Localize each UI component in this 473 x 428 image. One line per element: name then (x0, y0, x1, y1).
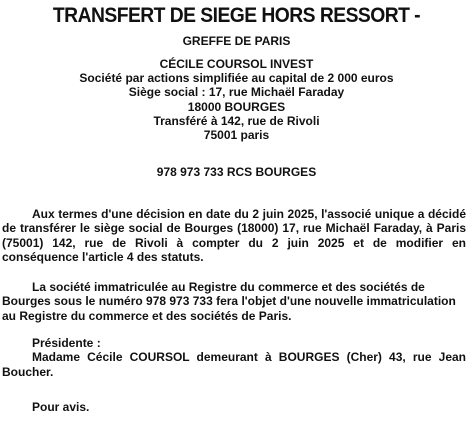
company-name: CÉCILE COURSOL INVEST (159, 57, 314, 71)
registration-paragraph: La société immatriculée au Registre du commerce et des sociétés de Bourges sous le numéro 978 973 733 fera l'objet d'une nouvelle immatriculation au Registre du commerce et des sociétés de Paris. (2, 280, 456, 323)
notice-subtitle: GREFFE DE PARIS (182, 34, 291, 48)
notice-title: TRANSFERT DE SIEGE HORS RESSORT - (52, 4, 421, 27)
company-transfer-address: Transféré à 142, rue de Rivoli (153, 113, 320, 128)
company-info-block (0, 57, 473, 142)
president-label: Présidente : (32, 336, 101, 350)
decision-paragraph: Aux termes d'une décision en date du 2 juin 2025, l'associé unique a décidé de transférer le siège social de Bourges (18000) 17, rue Michaël Faraday, à Paris (75001) 142, rue de Rivoli à compter du 2 juin 2025 et de modifier en conséquence l'article 4 des statuts. (2, 207, 466, 265)
closing-text: Pour avis. (32, 400, 90, 414)
company-seat-city: 18000 BOURGES (187, 99, 286, 114)
president-section (2, 336, 466, 379)
company-seat-address: Siège social : 17, rue Michaël Faraday (128, 85, 345, 100)
company-form: Société par actions simplifiée au capital de 2 000 euros (79, 71, 394, 86)
company-rcs: 978 973 733 RCS BOURGES (156, 165, 317, 179)
company-transfer-city: 75001 paris (203, 128, 270, 143)
president-text: Madame Cécile COURSOL demeurant à BOURGES (Cher) 43, rue Jean Boucher. (2, 350, 466, 379)
